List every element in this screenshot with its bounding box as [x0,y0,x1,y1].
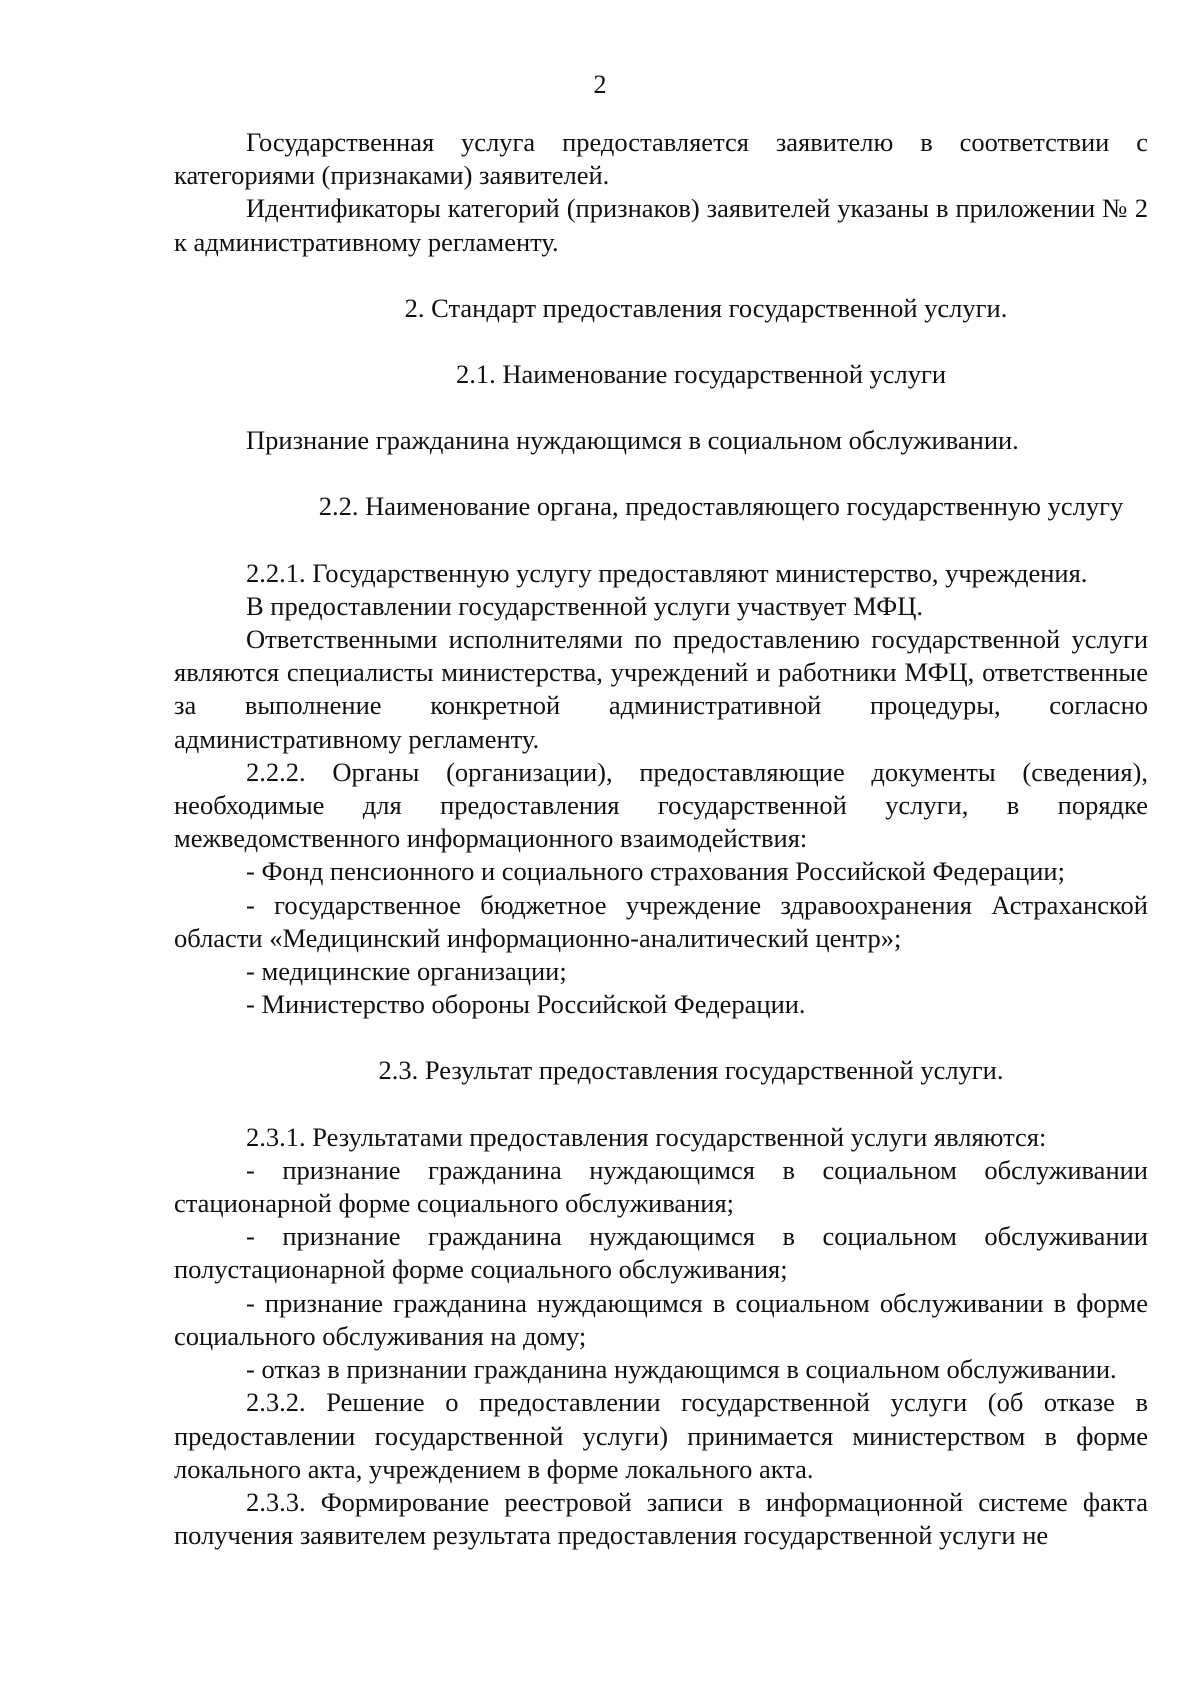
spacer [174,1021,1148,1054]
page-number: 2 [593,70,607,99]
spacer [174,1088,1148,1121]
paragraph-2-2-2: 2.2.2. Органы (организации), предоставляющие документы (сведения), необходимые для предоставления государственной услуги, в порядке межведомственного информационного взаимодействия: [174,756,1148,854]
paragraph-2-2-1: 2.2.1. Государственную услугу предоставляют министерство, учреждения. [246,557,1088,588]
result-item-semi-inpatient: - признание гражданина нуждающимся в социальном обслуживании полустационарной форме социального обслуживания; [174,1221,1148,1285]
paragraph-2-3-2: 2.3.2. Решение о предоставлении государственной услуги (об отказе в предоставлении государственной услуги) принимается министерством в форме локального акта, учреждением в форме локального акта. [174,1387,1148,1484]
spacer [174,524,1148,557]
list-item-medical-organizations: - медицинские организации; [246,956,567,987]
paragraph-category-identifiers: Идентификаторы категорий (признаков) заявителей указаны в приложении № 2 к административному регламенту. [174,193,1148,257]
subsection-heading-2-2: 2.2. Наименование органа, предоставляющего государственную услугу [318,491,1124,522]
paragraph-applicant-categories: Государственная услуга предоставляется заявителю в соответствии с категориями (признаками) заявителей. [174,127,1148,191]
paragraph-2-3-1: 2.3.1. Результатами предоставления государственной услуги являются: [246,1121,1047,1152]
subsection-heading-2-1: 2.1. Наименование государственной услуги [455,359,947,390]
paragraph-service-name: Признание гражданина нуждающимся в социальном обслуживании. [246,425,1019,456]
document-body [174,126,1148,1552]
result-item-inpatient: - признание гражданина нуждающимся в социальном обслуживании стационарной форме социального обслуживания; [174,1154,1148,1219]
paragraph-responsible-executors: Ответственными исполнителями по предоставлению государственной услуги являются специалисты министерства, учреждений и работники МФЦ, ответственные за выполнение конкретной административной процедуры, согласно административному регламенту. [174,624,1148,754]
result-item-refusal: - отказ в признании гражданина нуждающимся в социальном обслуживании. [246,1354,1117,1385]
spacer [174,457,1148,490]
list-item-pension-fund: - Фонд пенсионного и социального страхования Российской Федерации; [246,856,1065,887]
spacer [174,391,1148,424]
subsection-heading-2-3: 2.3. Результат предоставления государственной услуги. [378,1055,1004,1086]
paragraph-mfc-participation: В предоставлении государственной услуги участвует МФЦ. [246,590,924,621]
paragraph-2-3-3: 2.3.3. Формирование реестровой записи в информационной системе факта получения заявителем результата предоставления государственной услуги не [174,1486,1148,1551]
result-item-home-service: - признание гражданина нуждающимся в социальном обслуживании в форме социального обслуживания на дому; [174,1287,1148,1351]
section-heading-standard: 2. Стандарт предоставления государственной услуги. [404,292,1008,323]
list-item-defense-ministry: - Министерство обороны Российской Федерации. [246,989,806,1020]
list-item-health-institution: - государственное бюджетное учреждение здравоохранения Астраханской области «Медицинский информационно-аналитический центр»; [174,889,1148,953]
